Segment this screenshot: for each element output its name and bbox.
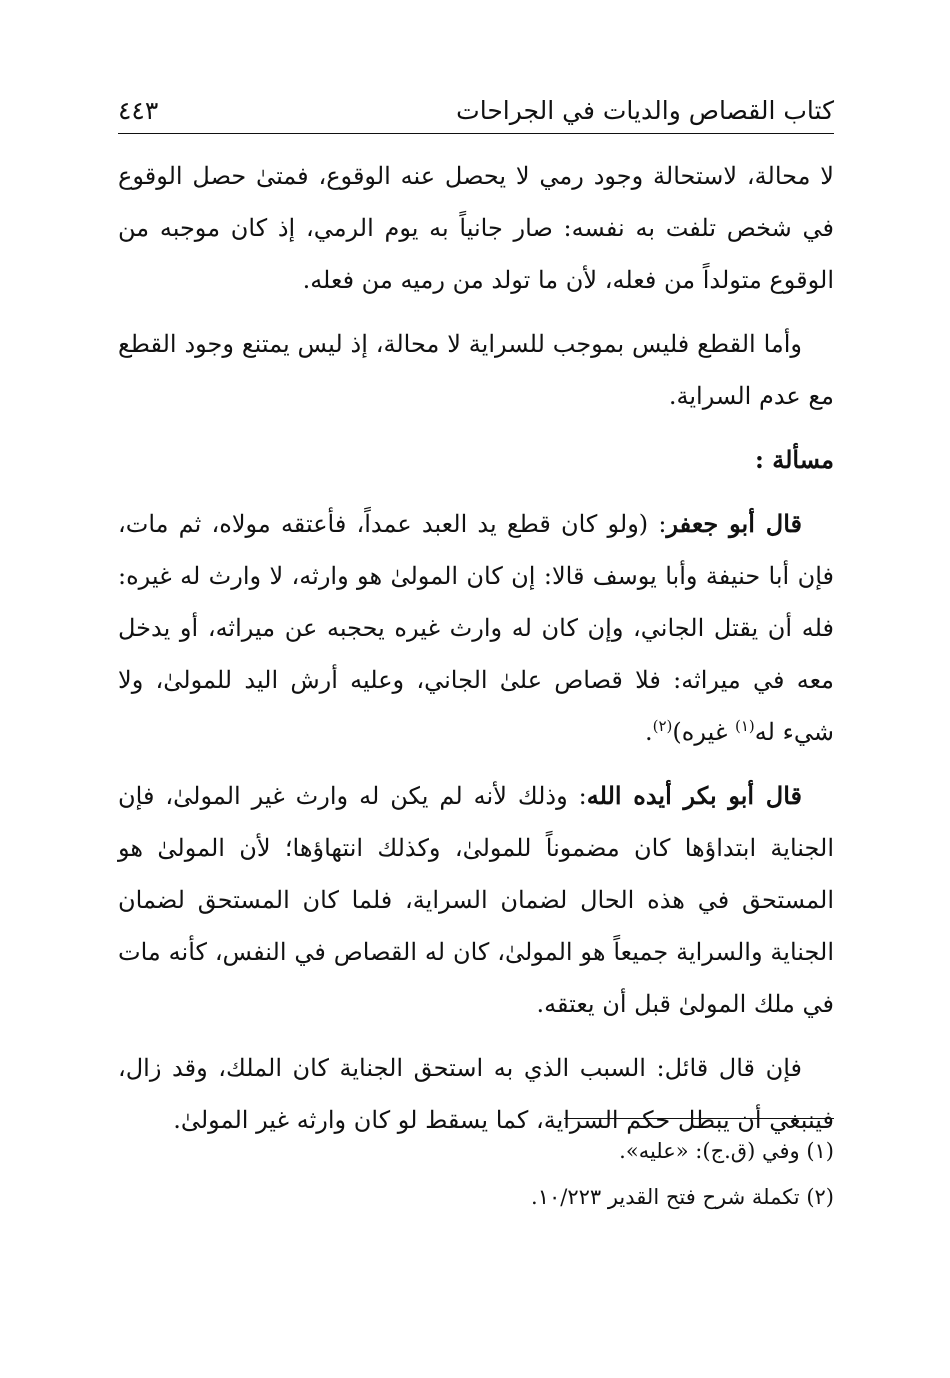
- paragraph-2: وأما القطع فليس بموجب للسراية لا محالة، إذ ليس يمتنع وجود القطع مع عدم السراية.: [118, 330, 834, 410]
- footnote-ref-1: (١): [735, 717, 755, 735]
- main-text: [118, 150, 834, 1158]
- paragraph-3: [118, 498, 834, 758]
- header-rule: [118, 133, 834, 134]
- footnote-rule: [564, 1118, 834, 1119]
- page-number: ٤٤٣: [118, 95, 159, 125]
- paragraph-4-text: : وذلك لأنه لم يكن له وارث غير المولىٰ، فإن الجناية ابتداؤها كان مضموناً للمولىٰ، وكذلك انتهاؤها؛ لأن المولىٰ هو المستحق في هذه الحال لضمان السراية، فلما كان المستحق لضمان الجناية والسراية جميعاً هو المولىٰ، كان له القصاص في النفس، كأنه مات في ملك المولىٰ قبل أن يعتقه.: [118, 782, 835, 1018]
- running-header: [118, 88, 834, 132]
- footnote-2: (٢) تكملة شرح فتح القدير ١٠/٢٢٣.: [531, 1185, 834, 1209]
- book-title: كتاب القصاص والديات في الجراحات: [456, 95, 834, 125]
- paragraph-5: فإن قال قائل: السبب الذي به استحق الجناية كان الملك، وقد زال، فينبغي أن يبطل حكم السراية، كما يسقط لو كان وارثه غير المولىٰ.: [118, 1054, 834, 1134]
- paragraph-4: [118, 770, 834, 1030]
- paragraph-3-mid: غيره): [672, 718, 735, 746]
- speaker-abu-bakr: قال أبو بكر أيده الله: [586, 781, 802, 810]
- section-heading: مسألة :: [755, 445, 834, 474]
- paragraph-3-text: : (ولو كان قطع يد العبد عمداً، فأعتقه مولاه، ثم مات، فإن أبا حنيفة وأبا يوسف قالا: إن كان المولىٰ هو وارثه، لا وارث له غيره: فله أن يقتل الجاني، وإن كان له وارث غيره يحجبه عن ميراثه، أو يدخل معه في ميراثه: فلا قصاص علىٰ الجاني، وعليه أرش اليد للمولىٰ، ولا شيء له: [118, 510, 834, 746]
- footnote-ref-2: (٢): [652, 717, 673, 735]
- paragraph-3-end: .: [644, 718, 653, 746]
- paragraph-1: لا محالة، لاستحالة وجود رمي لا يحصل عنه الوقوع، فمتىٰ حصل الوقوع في شخص تلفت به نفسه: صار جانياً به يوم الرمي، إذ كان موجبه من الوقوع متولداً من فعله، لأن ما تولد من رميه من فعله.: [118, 162, 834, 294]
- footnote-1: (١) وفي (ق.ج): «عليه».: [619, 1139, 834, 1163]
- footnotes: [118, 1128, 834, 1220]
- speaker-abu-jafar: قال أبو جعفر: [666, 509, 802, 538]
